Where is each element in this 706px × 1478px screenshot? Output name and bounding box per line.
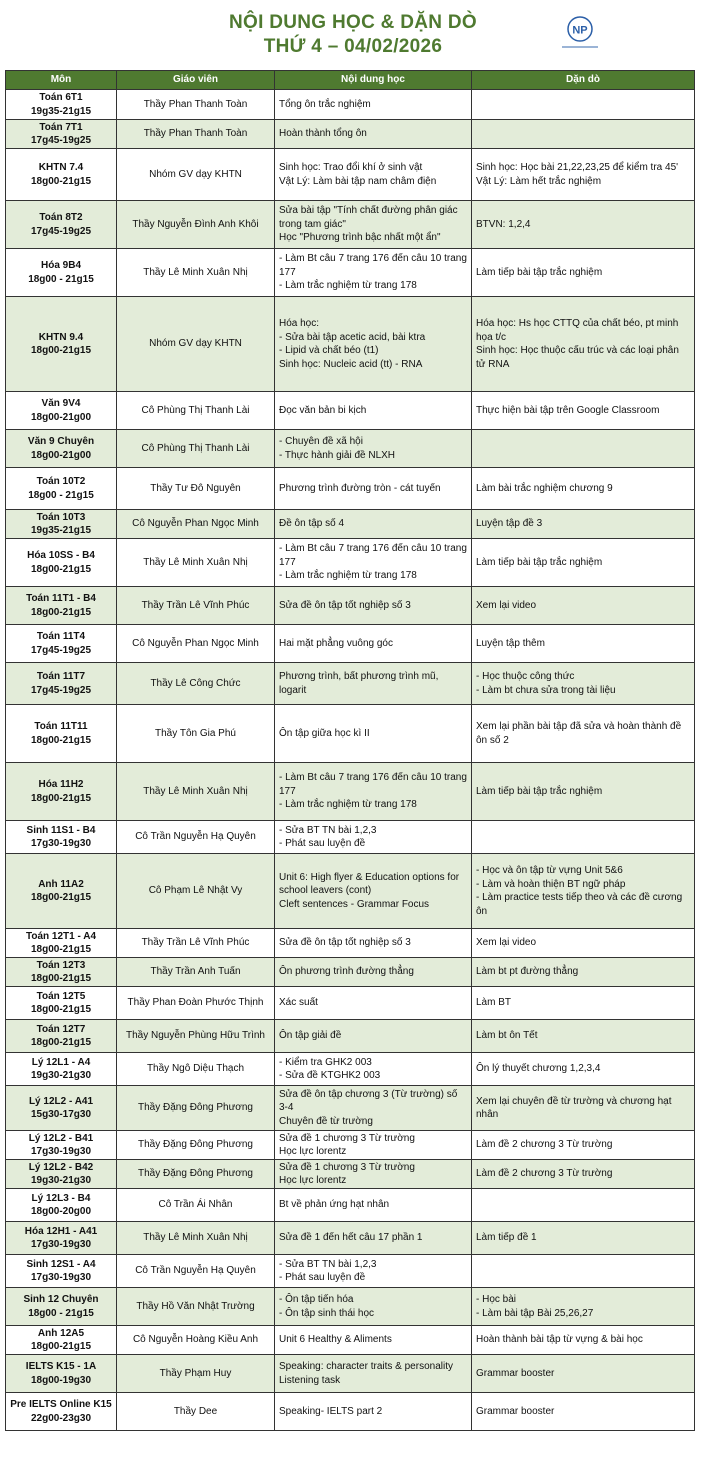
teacher-cell: Cô Nguyễn Hoàng Kiều Anh	[117, 1326, 275, 1355]
table-row	[6, 1255, 695, 1288]
homework-cell: Làm đề 2 chương 3 Từ trường	[472, 1160, 695, 1189]
table-row	[6, 958, 695, 987]
homework-cell: Làm tiếp đề 1	[472, 1222, 695, 1255]
table-row	[6, 1222, 695, 1255]
content-cell: - Sửa BT TN bài 1,2,3 - Phát sau luyện đề	[275, 1255, 472, 1288]
subject-cell: Lý 12L2 - B41 17g30-19g30	[6, 1131, 117, 1160]
teacher-cell: Thầy Phan Đoàn Phước Thịnh	[117, 987, 275, 1020]
subject-cell: Toán 11T7 17g45-19g25	[6, 663, 117, 705]
subject-cell: Toán 11T11 18g00-21g15	[6, 705, 117, 763]
page-subtitle-date: THỨ 4 – 04/02/2026	[263, 36, 443, 57]
subject-cell: Văn 9 Chuyên 18g00-21g00	[6, 430, 117, 468]
homework-cell: Xem lại chuyên đề từ trường và chương hạt nhân	[472, 1086, 695, 1131]
content-cell: Ôn tập giải đề	[275, 1020, 472, 1053]
homework-cell	[472, 430, 695, 468]
table-row	[6, 763, 695, 821]
table-row	[6, 510, 695, 539]
teacher-cell: Thầy Phan Thanh Toàn	[117, 90, 275, 120]
homework-cell: Làm tiếp bài tập trắc nghiệm	[472, 539, 695, 587]
content-cell: Phương trình đường tròn - cát tuyến	[275, 468, 472, 510]
subject-cell: Lý 12L3 - B4 18g00-20g00	[6, 1189, 117, 1222]
content-cell: - Sửa BT TN bài 1,2,3 - Phát sau luyện đề	[275, 821, 472, 854]
page-header	[0, 0, 706, 68]
content-cell: Sửa đề 1 đến hết câu 17 phần 1	[275, 1222, 472, 1255]
teacher-cell: Cô Phùng Thị Thanh Lài	[117, 392, 275, 430]
subject-cell: IELTS K15 - 1A 18g00-19g30	[6, 1355, 117, 1393]
subject-cell: Toán 12T1 - A4 18g00-21g15	[6, 929, 117, 958]
content-cell: Unit 6: High flyer & Education options for school leavers (cont) Cleft sentences - Grammar Focus	[275, 854, 472, 929]
teacher-cell: Thầy Lê Minh Xuân Nhị	[117, 763, 275, 821]
subject-cell: Toán 10T3 19g35-21g15	[6, 510, 117, 539]
table-row	[6, 201, 695, 249]
homework-cell: Làm BT	[472, 987, 695, 1020]
homework-cell: Grammar booster	[472, 1355, 695, 1393]
teacher-cell: Thầy Phan Thanh Toàn	[117, 120, 275, 149]
homework-cell: Làm bt pt đường thẳng	[472, 958, 695, 987]
teacher-cell: Thầy Trần Anh Tuấn	[117, 958, 275, 987]
column-header-homework: Dặn dò	[472, 71, 695, 90]
table-row	[6, 468, 695, 510]
table-row	[6, 149, 695, 201]
column-header-content: Nội dung học	[275, 71, 472, 90]
homework-cell	[472, 821, 695, 854]
np-logo	[560, 14, 604, 54]
table-row	[6, 90, 695, 120]
table-row	[6, 1326, 695, 1355]
content-cell: - Kiểm tra GHK2 003 - Sửa đề KTGHK2 003	[275, 1053, 472, 1086]
subject-cell: Lý 12L1 - A4 19g30-21g30	[6, 1053, 117, 1086]
content-cell: Speaking: character traits & personality Listening task	[275, 1355, 472, 1393]
table-row	[6, 705, 695, 763]
teacher-cell: Thầy Nguyễn Đình Anh Khôi	[117, 201, 275, 249]
subject-cell: Lý 12L2 - A41 15g30-17g30	[6, 1086, 117, 1131]
teacher-cell: Cô Trần Nguyễn Hạ Quyên	[117, 1255, 275, 1288]
homework-cell: Làm bài trắc nghiệm chương 9	[472, 468, 695, 510]
content-cell: Đọc văn bản bi kịch	[275, 392, 472, 430]
content-cell: - Ôn tập tiến hóa - Ôn tập sinh thái học	[275, 1288, 472, 1326]
subject-cell: Sinh 11S1 - B4 17g30-19g30	[6, 821, 117, 854]
content-cell: Sửa đề 1 chương 3 Từ trường Học lực lorentz	[275, 1131, 472, 1160]
content-cell: Sửa đề ôn tập tốt nghiệp số 3	[275, 587, 472, 625]
content-cell: - Chuyên đề xã hội - Thực hành giải đề NLXH	[275, 430, 472, 468]
homework-cell: Xem lại phần bài tập đã sửa và hoàn thành đề ôn số 2	[472, 705, 695, 763]
subject-cell: Toán 11T1 - B4 18g00-21g15	[6, 587, 117, 625]
table-row	[6, 1393, 695, 1431]
table-row	[6, 1020, 695, 1053]
logo-lettering: NP	[572, 24, 588, 37]
content-cell: Xác suất	[275, 987, 472, 1020]
teacher-cell: Thầy Đặng Đông Phương	[117, 1086, 275, 1131]
teacher-cell: Cô Nguyễn Phan Ngọc Minh	[117, 510, 275, 539]
teacher-cell: Thầy Hồ Văn Nhật Trường	[117, 1288, 275, 1326]
content-cell: Phương trình, bất phương trình mũ, logarit	[275, 663, 472, 705]
subject-cell: Sinh 12 Chuyên 18g00 - 21g15	[6, 1288, 117, 1326]
teacher-cell: Thầy Lê Minh Xuân Nhị	[117, 249, 275, 297]
homework-cell: Hoàn thành bài tập từ vựng & bài học	[472, 1326, 695, 1355]
table-row	[6, 430, 695, 468]
homework-cell	[472, 90, 695, 120]
subject-cell: Pre IELTS Online K15 22g00-23g30	[6, 1393, 117, 1431]
table-row	[6, 1131, 695, 1160]
teacher-cell: Thầy Đặng Đông Phương	[117, 1160, 275, 1189]
table-row	[6, 297, 695, 392]
homework-cell: Thực hiện bài tập trên Google Classroom	[472, 392, 695, 430]
page-title: NỘI DUNG HỌC & DẶN DÒ	[228, 12, 478, 33]
content-cell: - Làm Bt câu 7 trang 176 đến câu 10 trang 177 - Làm trắc nghiệm từ trang 178	[275, 763, 472, 821]
schedule-table	[5, 70, 695, 1431]
content-cell: Sửa đề ôn tập tốt nghiệp số 3	[275, 929, 472, 958]
teacher-cell: Nhóm GV dạy KHTN	[117, 149, 275, 201]
column-header-subject: Môn	[6, 71, 117, 90]
subject-cell: Lý 12L2 - B42 19g30-21g30	[6, 1160, 117, 1189]
subject-cell: Hóa 10SS - B4 18g00-21g15	[6, 539, 117, 587]
subject-cell: Anh 11A2 18g00-21g15	[6, 854, 117, 929]
teacher-cell: Thầy Trần Lê Vĩnh Phúc	[117, 587, 275, 625]
homework-cell	[472, 120, 695, 149]
teacher-cell: Thầy Trần Lê Vĩnh Phúc	[117, 929, 275, 958]
homework-cell: Xem lại video	[472, 929, 695, 958]
homework-cell: Sinh học: Học bài 21,22,23,25 để kiểm tra 45' Vật Lý: Làm hết trắc nghiệm	[472, 149, 695, 201]
content-cell: Speaking- IELTS part 2	[275, 1393, 472, 1431]
subject-cell: Toán 12T5 18g00-21g15	[6, 987, 117, 1020]
subject-cell: Sinh 12S1 - A4 17g30-19g30	[6, 1255, 117, 1288]
table-row	[6, 987, 695, 1020]
table-row	[6, 821, 695, 854]
teacher-cell: Cô Phạm Lê Nhật Vy	[117, 854, 275, 929]
homework-cell: Xem lại video	[472, 587, 695, 625]
content-cell: Sửa đề ôn tập chương 3 (Từ trường) số 3-4 Chuyên đề từ trường	[275, 1086, 472, 1131]
table-header-row	[6, 71, 695, 90]
teacher-cell: Nhóm GV dạy KHTN	[117, 297, 275, 392]
subject-cell: Toán 10T2 18g00 - 21g15	[6, 468, 117, 510]
table-row	[6, 1189, 695, 1222]
teacher-cell: Thầy Dee	[117, 1393, 275, 1431]
homework-cell: Luyện tập đề 3	[472, 510, 695, 539]
subject-cell: Anh 12A5 18g00-21g15	[6, 1326, 117, 1355]
table-row	[6, 120, 695, 149]
table-row	[6, 625, 695, 663]
homework-cell: - Học thuộc công thức - Làm bt chưa sửa trong tài liệu	[472, 663, 695, 705]
content-cell: Sửa bài tập "Tính chất đường phân giác trong tam giác" Học "Phương trình bậc nhất một ẩn"	[275, 201, 472, 249]
subject-cell: Văn 9V4 18g00-21g00	[6, 392, 117, 430]
content-cell: Unit 6 Healthy & Aliments	[275, 1326, 472, 1355]
subject-cell: Toán 12T3 18g00-21g15	[6, 958, 117, 987]
content-cell: Sinh học: Trao đổi khí ở sinh vật Vật Lý: Làm bài tập nam châm điện	[275, 149, 472, 201]
teacher-cell: Thầy Nguyễn Phùng Hữu Trình	[117, 1020, 275, 1053]
subject-cell: Toán 11T4 17g45-19g25	[6, 625, 117, 663]
subject-cell: Toán 6T1 19g35-21g15	[6, 90, 117, 120]
content-cell: Ôn tập giữa học kì II	[275, 705, 472, 763]
content-cell: - Làm Bt câu 7 trang 176 đến câu 10 trang 177 - Làm trắc nghiệm từ trang 178	[275, 539, 472, 587]
table-row	[6, 663, 695, 705]
homework-cell: BTVN: 1,2,4	[472, 201, 695, 249]
content-cell: Hóa học: - Sửa bài tập acetic acid, bài ktra - Lipid và chất béo (t1) Sinh học: Nucleic acid (tt) - RNA	[275, 297, 472, 392]
content-cell: Hai mặt phẳng vuông góc	[275, 625, 472, 663]
teacher-cell: Thầy Đặng Đông Phương	[117, 1131, 275, 1160]
subject-cell: KHTN 9.4 18g00-21g15	[6, 297, 117, 392]
table-row	[6, 1355, 695, 1393]
teacher-cell: Thầy Lê Công Chức	[117, 663, 275, 705]
table-row	[6, 1288, 695, 1326]
teacher-cell: Thầy Phạm Huy	[117, 1355, 275, 1393]
content-cell: - Làm Bt câu 7 trang 176 đến câu 10 trang 177 - Làm trắc nghiệm từ trang 178	[275, 249, 472, 297]
table-row	[6, 854, 695, 929]
subject-cell: Hóa 9B4 18g00 - 21g15	[6, 249, 117, 297]
homework-cell: Hóa học: Hs học CTTQ của chất béo, pt minh họa t/c Sinh học: Học thuộc cấu trúc và các loại phân tử RNA	[472, 297, 695, 392]
homework-cell: Làm tiếp bài tập trắc nghiệm	[472, 249, 695, 297]
teacher-cell: Cô Phùng Thị Thanh Lài	[117, 430, 275, 468]
teacher-cell: Thầy Lê Minh Xuân Nhị	[117, 539, 275, 587]
homework-cell: - Học bài - Làm bài tập Bài 25,26,27	[472, 1288, 695, 1326]
table-row	[6, 249, 695, 297]
table-row	[6, 539, 695, 587]
homework-cell: Làm bt ôn Tết	[472, 1020, 695, 1053]
table-row	[6, 392, 695, 430]
homework-cell: Làm đề 2 chương 3 Từ trường	[472, 1131, 695, 1160]
homework-cell	[472, 1189, 695, 1222]
table-row	[6, 587, 695, 625]
homework-cell: - Học và ôn tập từ vựng Unit 5&6 - Làm và hoàn thiện BT ngữ pháp - Làm practice tests tiếp theo và các đề cương ôn	[472, 854, 695, 929]
table-row	[6, 1160, 695, 1189]
subject-cell: Hóa 11H2 18g00-21g15	[6, 763, 117, 821]
homework-cell: Ôn lý thuyết chương 1,2,3,4	[472, 1053, 695, 1086]
content-cell: Tổng ôn trắc nghiệm	[275, 90, 472, 120]
subject-cell: Toán 12T7 18g00-21g15	[6, 1020, 117, 1053]
column-header-teacher: Giáo viên	[117, 71, 275, 90]
content-cell: Bt về phản ứng hạt nhân	[275, 1189, 472, 1222]
teacher-cell: Thầy Lê Minh Xuân Nhị	[117, 1222, 275, 1255]
teacher-cell: Thầy Ngô Diệu Thạch	[117, 1053, 275, 1086]
table-row	[6, 1086, 695, 1131]
teacher-cell: Thầy Tôn Gia Phú	[117, 705, 275, 763]
content-cell: Sửa đề 1 chương 3 Từ trường Học lực lorentz	[275, 1160, 472, 1189]
table-row	[6, 929, 695, 958]
subject-cell: Hóa 12H1 - A41 17g30-19g30	[6, 1222, 117, 1255]
table-row	[6, 1053, 695, 1086]
homework-cell	[472, 1255, 695, 1288]
homework-cell: Làm tiếp bài tập trắc nghiệm	[472, 763, 695, 821]
teacher-cell: Cô Trần Nguyễn Hạ Quyên	[117, 821, 275, 854]
teacher-cell: Thầy Tư Đô Nguyên	[117, 468, 275, 510]
teacher-cell: Cô Trần Ái Nhân	[117, 1189, 275, 1222]
content-cell: Ôn phương trình đường thẳng	[275, 958, 472, 987]
homework-cell: Luyện tập thêm	[472, 625, 695, 663]
subject-cell: Toán 8T2 17g45-19g25	[6, 201, 117, 249]
content-cell: Hoàn thành tổng ôn	[275, 120, 472, 149]
content-cell: Đề ôn tập số 4	[275, 510, 472, 539]
homework-cell: Grammar booster	[472, 1393, 695, 1431]
teacher-cell: Cô Nguyễn Phan Ngọc Minh	[117, 625, 275, 663]
subject-cell: KHTN 7.4 18g00-21g15	[6, 149, 117, 201]
subject-cell: Toán 7T1 17g45-19g25	[6, 120, 117, 149]
